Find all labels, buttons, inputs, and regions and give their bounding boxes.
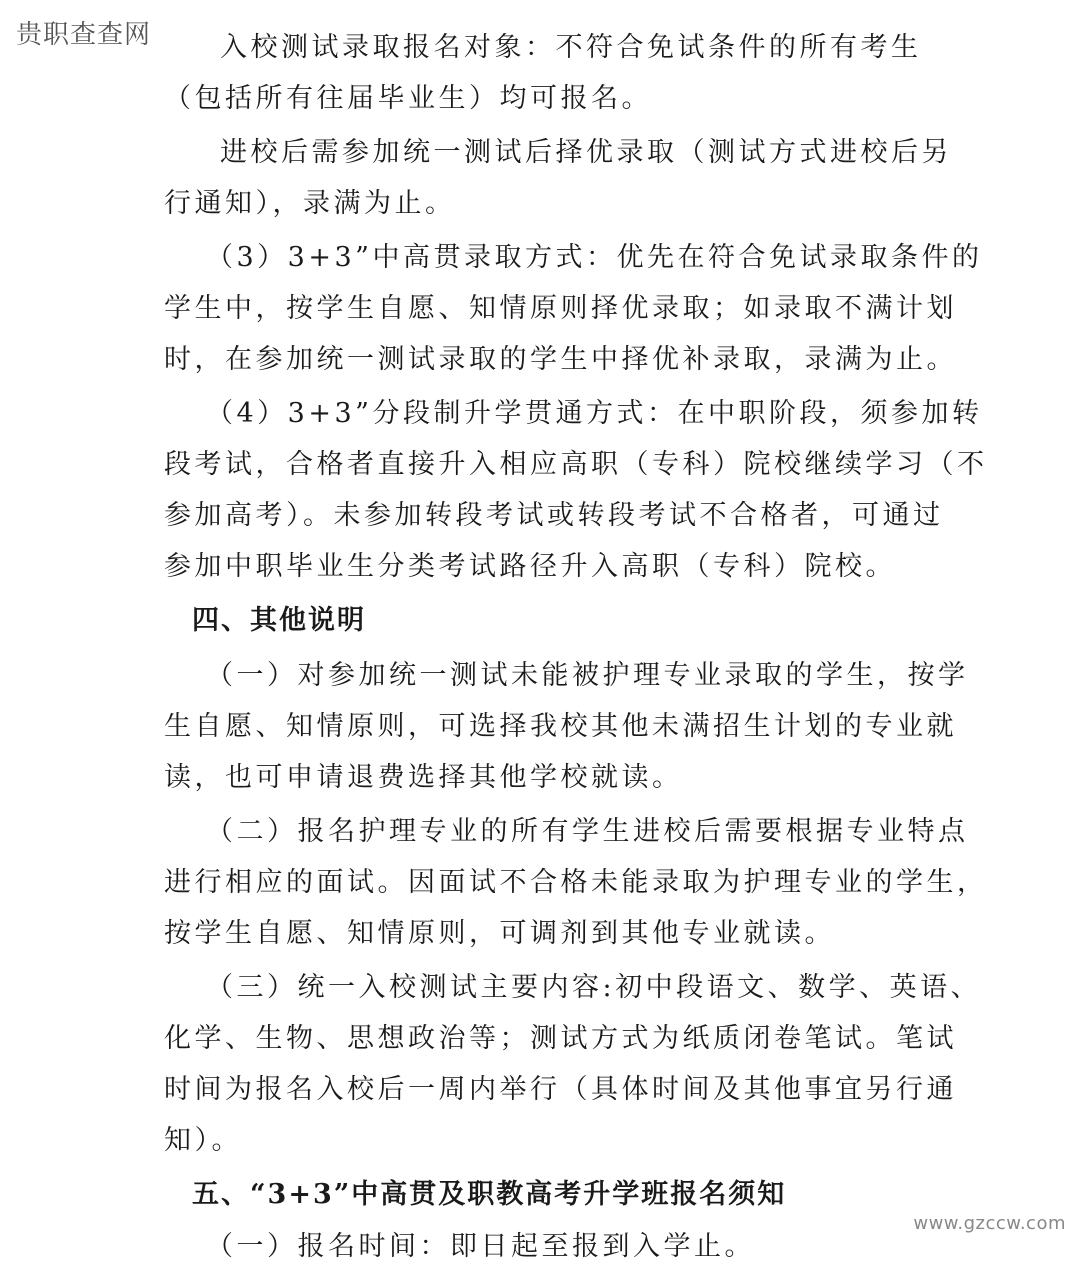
paragraph-line: 行通知），录满为止。 xyxy=(164,188,456,219)
paragraph-line: （三）统一入校测试主要内容:初中段语文、数学、英语、 xyxy=(206,972,982,1003)
paragraph-line: 入校测试录取报名对象：不符合免试条件的所有考生 xyxy=(220,32,922,63)
paragraph-line: （一）报名时间：即日起至报到入学止。 xyxy=(206,1231,755,1262)
site-watermark: 贵职查查网 xyxy=(16,20,152,50)
paragraph-line: 时，在参加统一测试录取的学生中择优补录取，录满为止。 xyxy=(164,344,957,375)
document-body xyxy=(164,22,988,1272)
paragraph-line: 时间为报名入校后一周内举行（具体时间及其他事宜另行通 xyxy=(164,1074,957,1105)
section-heading: 五、“3+3”中高贯及职教高考升学班报名须知 xyxy=(192,1179,787,1210)
paragraph-line: 段考试，合格者直接升入相应高职（专科）院校继续学习（不 xyxy=(164,449,988,480)
paragraph-line: 知）。 xyxy=(164,1125,242,1156)
paragraph-line: （3）3+3”中高贯录取方式：优先在符合免试录取条件的 xyxy=(206,242,983,273)
paragraph-line: （二）报名护理专业的所有学生进校后需要根据专业特点 xyxy=(206,816,969,847)
paragraph-line: 读，也可申请退费选择其他学校就读。 xyxy=(164,762,683,793)
section-heading: 四、其他说明 xyxy=(192,605,366,636)
paragraph-line: （4）3+3”分段制升学贯通方式：在中职阶段，须参加转 xyxy=(206,398,983,429)
paragraph-line: 生自愿、知情原则，可选择我校其他未满招生计划的专业就 xyxy=(164,711,957,742)
site-url-watermark: www.gzccw.com xyxy=(913,1213,1066,1234)
paragraph-line: （包括所有往届毕业生）均可报名。 xyxy=(164,83,652,114)
paragraph-line: （一）对参加统一测试未能被护理专业录取的学生，按学 xyxy=(206,660,969,691)
paragraph-line: 学生中，按学生自愿、知情原则择优录取；如录取不满计划 xyxy=(164,293,957,324)
paragraph-line: 化学、生物、思想政治等；测试方式为纸质闭卷笔试。笔试 xyxy=(164,1023,957,1054)
paragraph-line: 进行相应的面试。因面试不合格未能录取为护理专业的学生， xyxy=(164,867,988,898)
paragraph-line: 参加中职毕业生分类考试路径升入高职（专科）院校。 xyxy=(164,551,896,582)
paragraph-line: 按学生自愿、知情原则，可调剂到其他专业就读。 xyxy=(164,918,835,949)
paragraph-line: 参加高考）。未参加转段考试或转段考试不合格者，可通过 xyxy=(164,500,944,531)
paragraph-line: 进校后需参加统一测试后择优录取（测试方式进校后另 xyxy=(220,137,952,168)
